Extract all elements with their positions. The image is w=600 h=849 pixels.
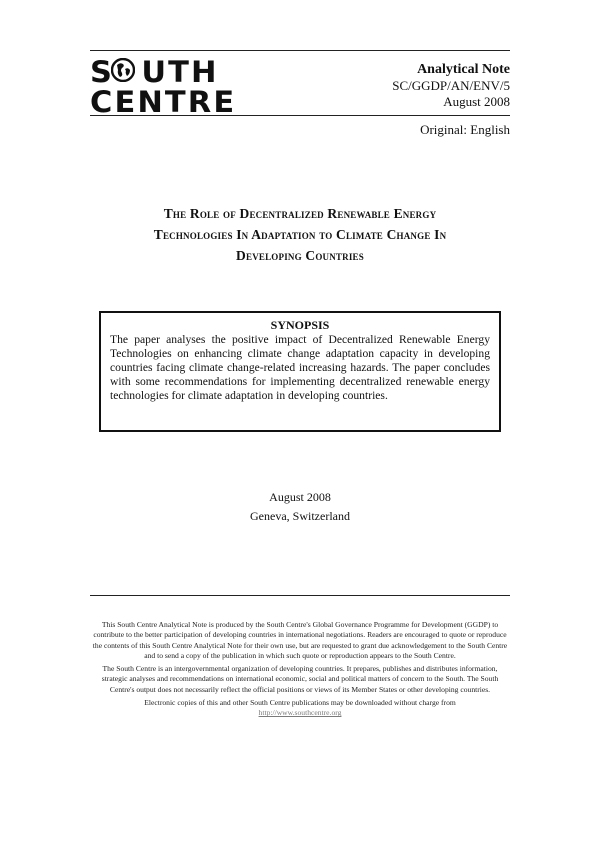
title-line-1: The Role of Decentralized Renewable Energy (163, 206, 437, 221)
publication-info (100, 488, 500, 526)
note-type: Analytical Note (417, 62, 510, 77)
globe-icon (111, 58, 135, 82)
footer-paragraph-1: This South Centre Analytical Note is produced by the South Centre's Global Governance Programme for Development (GGDP) to contribute to the better participation of developing countries in international negotiations. Readers are encouraged to quote or reproduce the contents of this South Centre Analytical Note for their own use, but are requested to grant due acknowledgement to the South Centre and to send a copy of the publication in which such quote or reproduction appears to the South Centre. (92, 620, 508, 660)
synopsis-box (99, 311, 501, 432)
footer-rule (90, 595, 510, 596)
publication-place: Geneva, Switzerland (250, 509, 350, 523)
synopsis-body: The paper analyses the positive impact of Decentralized Renewable Energy Technologies on enhancing climate change adaptation capacity in developing countries facing climate change-related increasing hazards. The paper concludes with some recommendations for implementing decentralized renewable energy technologies for climate adaptation in developing countries. (110, 333, 490, 402)
synopsis-heading: SYNOPSIS (270, 318, 330, 332)
note-date: August 2008 (443, 94, 510, 109)
footer-paragraph-3: Electronic copies of this and other South Centre publications may be downloaded without charge from http://www.southcentre.org (144, 698, 456, 718)
logo-line-2: CENTRE (90, 85, 237, 119)
footer-paragraph-2: The South Centre is an intergovernmental organization of developing countries. It prepares, publishes and distributes information, strategic analyses and recommendations on international economic, social and political matters of concern to the South. The South Centre's output does not necessarily reflect the official positions or views of its Member States or other developing countries. (101, 664, 499, 694)
logo-line-1: S UTH (90, 55, 219, 89)
footer-notes (92, 620, 508, 722)
original-language: Original: English (420, 122, 510, 137)
publication-date: August 2008 (269, 490, 331, 504)
document-title (80, 203, 520, 266)
note-reference: SC/GGDP/AN/ENV/5 (392, 78, 510, 93)
title-line-3: Developing Countries (236, 248, 364, 263)
south-centre-link[interactable]: http://www.southcentre.org (258, 708, 342, 718)
south-centre-logo (90, 55, 237, 123)
title-line-2: Technologies In Adaptation to Climate Change In (153, 227, 447, 242)
top-rule (90, 50, 510, 51)
header-rule (90, 115, 510, 116)
note-header (392, 62, 510, 110)
